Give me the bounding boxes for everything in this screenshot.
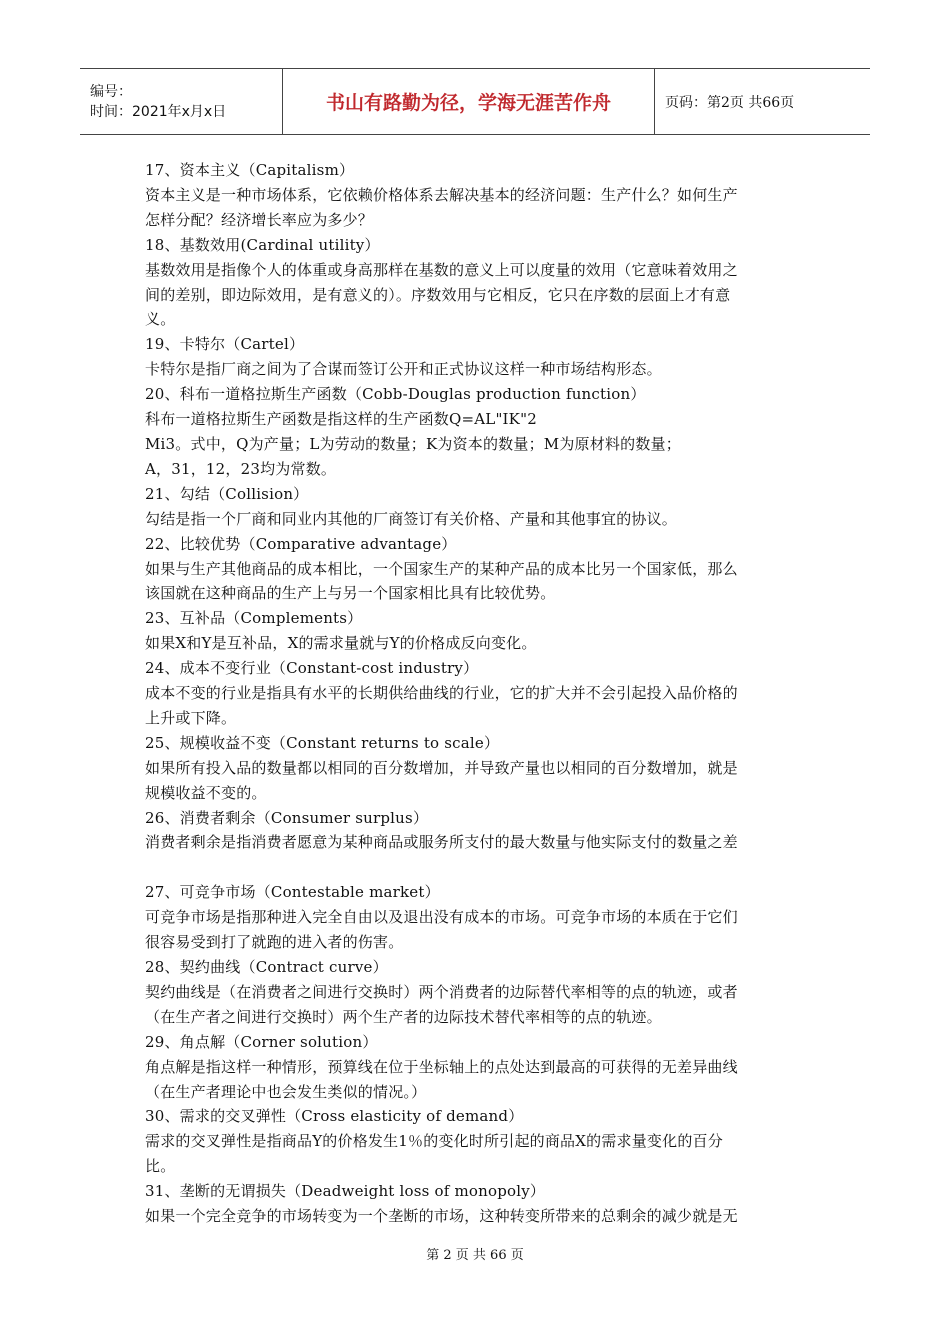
text-line: （在生产者理论中也会发生类似的情况。） bbox=[145, 1082, 427, 1101]
document-id-label: 编号： bbox=[90, 83, 132, 100]
text-line: 角点解是指这样一种情形，预算线在位于坐标轴上的点处达到最高的可获得的无差异曲线 bbox=[145, 1057, 738, 1076]
blank-line bbox=[145, 855, 807, 880]
text-line: 23、互补品（Complements） bbox=[145, 609, 363, 628]
header-page-cell bbox=[655, 69, 870, 134]
text-line: 19、卡特尔（Cartel） bbox=[145, 335, 305, 354]
text-line: 27、可竞争市场（Contestable market） bbox=[145, 883, 440, 902]
text-line: （在生产者之间进行交换时）两个生产者的边际技术替代率相等的点的轨迹。 bbox=[145, 1007, 662, 1026]
text-line: 卡特尔是指厂商之间为了合谋而签订公开和正式协议这样一种市场结构形态。 bbox=[145, 360, 662, 379]
text-line: A，31，12，23均为常数。 bbox=[145, 459, 337, 478]
text-line: 17、资本主义（Capitalism） bbox=[145, 161, 355, 179]
page-header bbox=[80, 68, 870, 135]
text-line: 24、成本不变行业（Constant-cost industry） bbox=[145, 659, 479, 678]
text-line: 如果与生产其他商品的成本相比，一个国家生产的某种产品的成本比另一个国家低，那么 bbox=[145, 559, 738, 578]
text-line: 上升或下降。 bbox=[145, 708, 237, 727]
text-line: 规模收益不变的。 bbox=[145, 783, 267, 802]
text-line: 29、角点解（Corner solution） bbox=[145, 1032, 378, 1051]
text-line: 契约曲线是（在消费者之间进行交换时）两个消费者的边际替代率相等的点的轨迹，或者 bbox=[145, 982, 738, 1001]
text-line: 如果所有投入品的数量都以相同的百分数增加，并导致产量也以相同的百分数增加，就是 bbox=[145, 758, 738, 777]
text-line: 消费者剩余是指消费者愿意为某种商品或服务所支付的最大数量与他实际支付的数量之差 bbox=[145, 833, 738, 852]
text-line: 30、需求的交叉弹性（Cross elasticity of demand） bbox=[145, 1107, 524, 1126]
text-line: 25、规模收益不变（Constant returns to scale） bbox=[145, 733, 500, 752]
text-line: 比。 bbox=[145, 1157, 176, 1176]
text-line: 18、基数效用(Cardinal utility） bbox=[145, 235, 380, 254]
text-line: 22、比较优势（Comparative advantage） bbox=[145, 534, 457, 553]
text-line: 可竞争市场是指那种进入完全自由以及退出没有成本的市场。可竞争市场的本质在于它们 bbox=[145, 908, 738, 927]
text-line: 如果一个完全竞争的市场转变为一个垄断的市场，这种转变所带来的总剩余的减少就是无 bbox=[145, 1207, 738, 1226]
header-page-number: 页码：第2页 共66页 bbox=[665, 94, 795, 111]
text-line: 21、勾结（Collision） bbox=[145, 484, 309, 503]
document-time-label: 时间：2021年x月x日 bbox=[90, 103, 227, 120]
text-line: 26、消费者剩余（Consumer surplus） bbox=[145, 808, 429, 827]
text-line: 间的差别，即边际效用，是有意义的）。序数效用与它相反，它只在序数的层面上才有意 bbox=[145, 285, 731, 304]
text-line: 需求的交叉弹性是指商品Y的价格发生1％的变化时所引起的商品X的需求量变化的百分 bbox=[145, 1132, 723, 1151]
text-line: 该国就在这种商品的生产上与另一个国家相比具有比较优势。 bbox=[145, 584, 556, 603]
text-line: 资本主义是一种市场体系，它依赖价格体系去解决基本的经济问题：生产什么？如何生产 bbox=[145, 185, 738, 204]
text-line: 如果X和Y是互补品，X的需求量就与Y的价格成反向变化。 bbox=[145, 634, 537, 653]
header-motto-cell bbox=[283, 69, 655, 134]
text-line: 31、垄断的无谓损失（Deadweight loss of monopoly） bbox=[145, 1182, 546, 1201]
text-line: 义。 bbox=[145, 310, 176, 329]
header-meta bbox=[80, 69, 283, 134]
text-line: Mi3。式中，Q为产量；L为劳动的数量；K为资本的数量；M为原材料的数量； bbox=[145, 434, 681, 453]
text-line: 科布一道格拉斯生产函数是指这样的生产函数Q=AL"IK"2 bbox=[145, 410, 537, 429]
text-line: 怎样分配？经济增长率应为多少？ bbox=[145, 210, 374, 229]
text-line: 28、契约曲线（Contract curve） bbox=[145, 957, 388, 976]
text-line: 基数效用是指像个人的体重或身高那样在基数的意义上可以度量的效用（它意味着效用之 bbox=[145, 260, 738, 279]
header-motto: 书山有路勤为径，学海无涯苦作舟 bbox=[325, 92, 611, 114]
text-line: 很容易受到打了就跑的进入者的伤害。 bbox=[145, 933, 404, 952]
page-footer: 第 2 页 共 66 页 bbox=[426, 1248, 524, 1263]
text-line: 勾结是指一个厂商和同业内其他的厂商签订有关价格、产量和其他事宜的协议。 bbox=[145, 509, 678, 528]
document-body bbox=[145, 158, 807, 1229]
text-line: 20、科布一道格拉斯生产函数（Cobb-Douglas production function） bbox=[145, 385, 646, 404]
text-line: 成本不变的行业是指具有水平的长期供给曲线的行业，它的扩大并不会引起投入品价格的 bbox=[145, 684, 738, 703]
